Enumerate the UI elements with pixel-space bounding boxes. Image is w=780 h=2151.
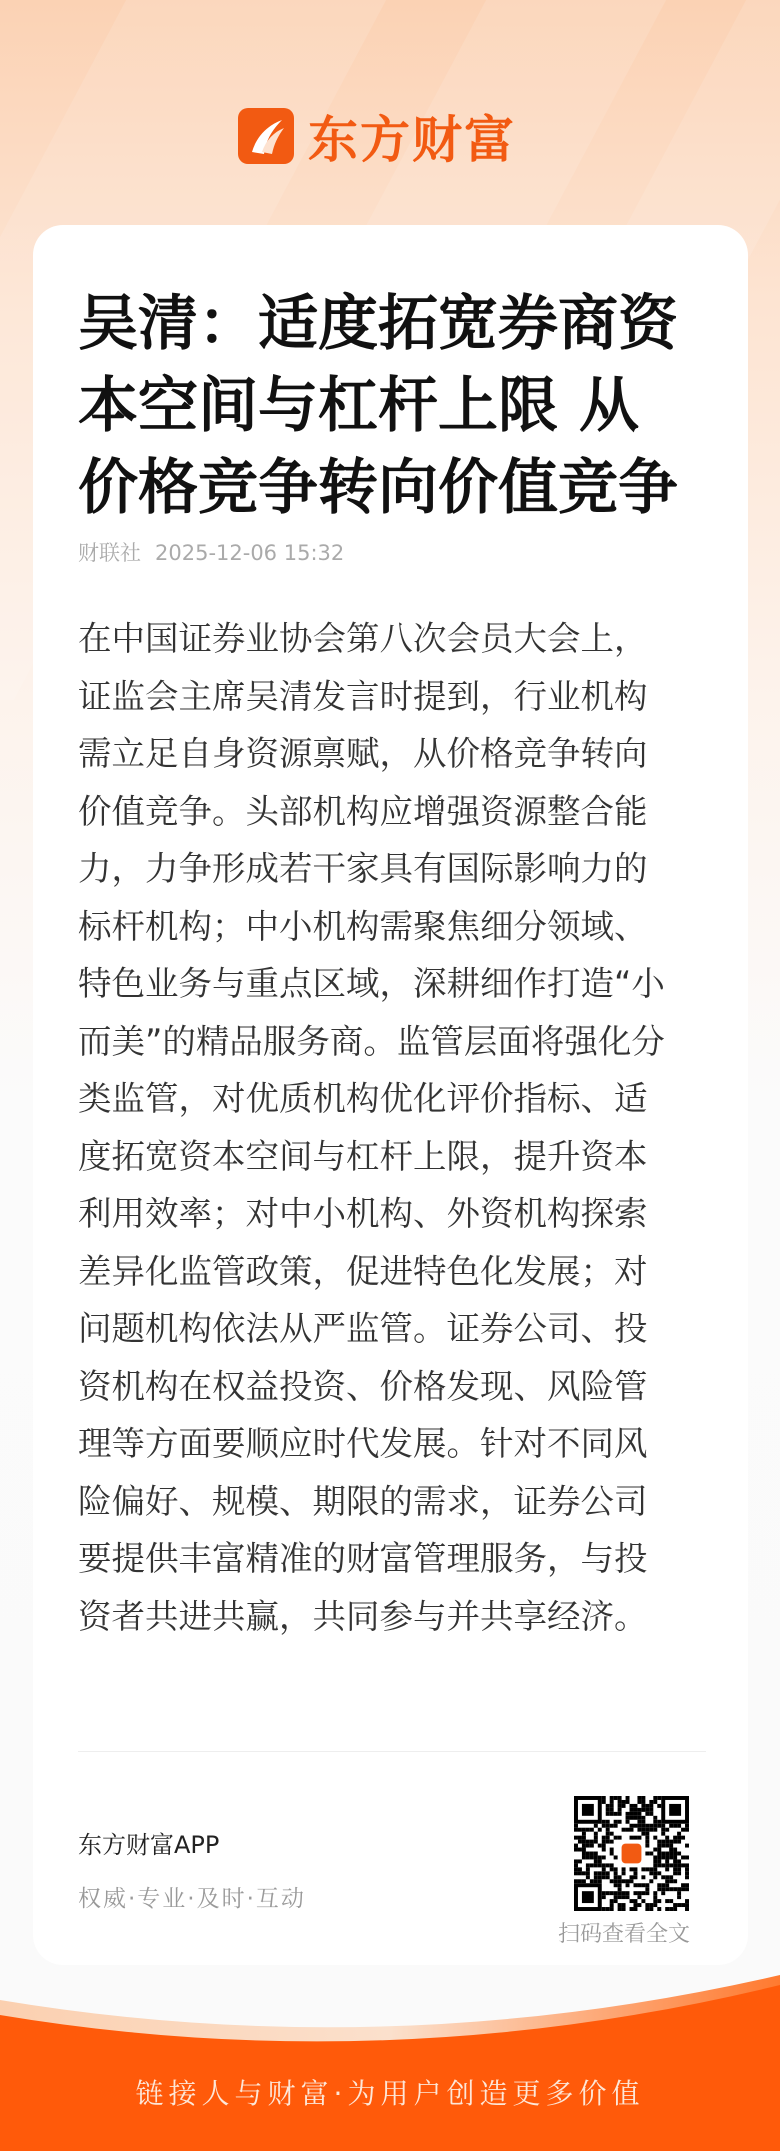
article-source: 财联社 <box>78 541 141 565</box>
article-card <box>33 225 748 1965</box>
article-datetime: 2025-12-06 15:32 <box>155 541 345 565</box>
article-body <box>78 610 665 1645</box>
body-line: 理等方面要顺应时代发展。针对不同风 <box>78 1424 648 1463</box>
body-line: 力，力争形成若干家具有国际影响力的 <box>78 849 648 888</box>
body-line: 需立足自身资源禀赋，从价格竞争转向 <box>78 734 648 773</box>
body-line: 问题机构依法从严监管。证券公司、投 <box>78 1309 648 1348</box>
body-line: 度拓宽资本空间与杠杆上限，提升资本 <box>78 1136 648 1176</box>
article-meta <box>78 539 344 567</box>
app-slogan: 权威·专业·及时·互动 <box>78 1886 306 1912</box>
body-line: 差异化监管政策，促进特色化发展；对 <box>78 1251 648 1291</box>
qr-caption: 扫码查看全文 <box>558 1922 691 1947</box>
qr-code[interactable] <box>574 1796 689 1911</box>
body-line: 在中国证券业协会第八次会员大会上， <box>78 619 648 658</box>
body-line: 要提供丰富精准的财富管理服务，与投 <box>78 1539 648 1578</box>
body-line: 证监会主席吴清发言时提到，行业机构 <box>78 676 648 716</box>
article-title <box>78 283 718 529</box>
body-line: 利用效率；对中小机构、外资机构探索 <box>78 1194 648 1233</box>
divider <box>78 1751 706 1752</box>
body-line: 而美”的精品服务商。监管层面将强化分 <box>78 1021 665 1061</box>
body-line: 险偏好、规模、期限的需求，证券公司 <box>78 1481 648 1521</box>
title-line: 价格竞争转向价值竞争 <box>78 453 678 523</box>
body-line: 价值竞争。头部机构应增强资源整合能 <box>78 791 648 831</box>
footer-tagline: 链接人与财富·为用户创造更多价值 <box>135 2077 645 2110</box>
app-name: 东方财富APP <box>78 1831 220 1859</box>
footer-band <box>0 1955 780 2151</box>
title-line: 本空间与杠杆上限 从 <box>78 371 639 441</box>
title-line: 吴清：适度拓宽券商资 <box>78 289 678 359</box>
body-line: 类监管，对优质机构优化评价指标、适 <box>78 1079 648 1118</box>
brand-name: 东方财富 <box>308 111 516 169</box>
body-line: 特色业务与重点区域，深耕细作打造“小 <box>78 964 665 1003</box>
brand-logo <box>238 100 516 172</box>
body-line: 资机构在权益投资、价格发现、风险管 <box>78 1366 648 1406</box>
body-line: 标杆机构；中小机构需聚焦细分领域、 <box>78 906 648 946</box>
body-line: 资者共进共赢，共同参与并共享经济。 <box>78 1596 648 1636</box>
eastmoney-logo-icon <box>238 108 294 164</box>
